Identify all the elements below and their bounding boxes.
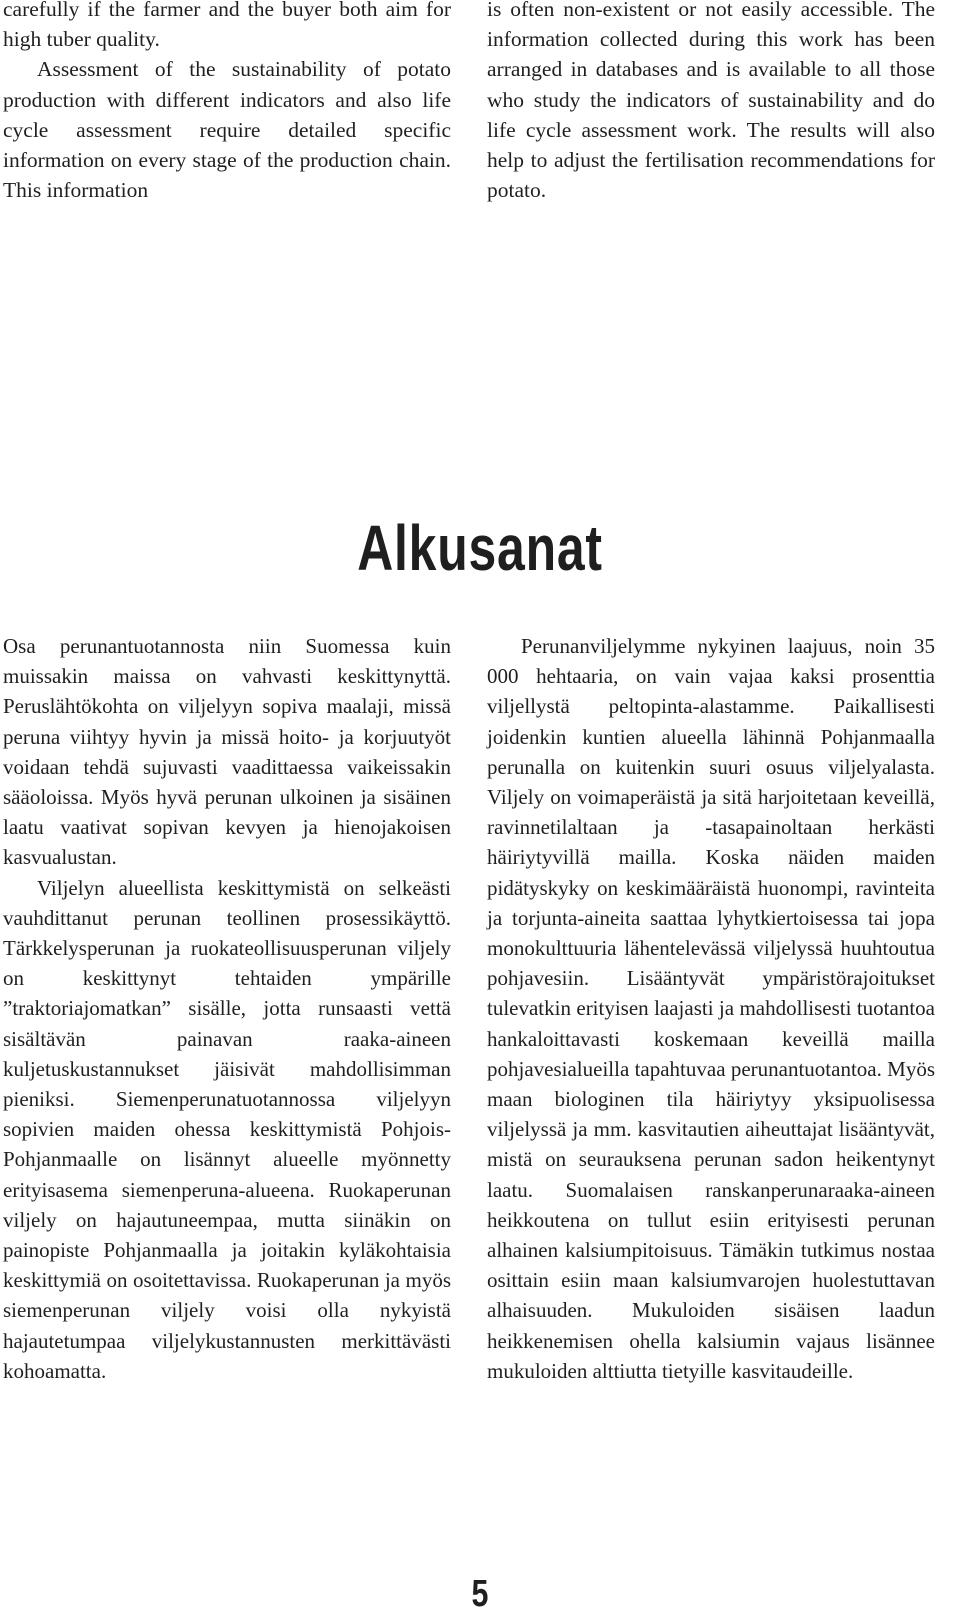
english-paragraph-3: is often non-existent or not easily accessible. The information collected during this work has been arranged in databases and is available to all those who study the indicators of sustainability and do life cycle assessment work. The results will also help to adjust the fertilisation recommendations for potato.: [487, 0, 935, 203]
english-text-column-left: [3, 0, 451, 205]
finnish-text-column-right: [487, 631, 935, 1386]
finnish-paragraph-3: Perunanviljelymme nykyinen laajuus, noin 35 000 hehtaaria, on vain vajaa kaksi prosenttia viljellystä peltopinta-alastamme. Paikallisesti joidenkin kuntien alueella lähinnä Pohjanmaalla perunalla on kuitenkin suuri osuus viljelyalasta. Viljely on voimaperäistä ja sitä harjoitetaan keveillä, ravinnetilaltaan ja -tasapainoltaan herkästi häiriytyvillä mailla. Koska näiden maiden pidätyskyky on keskimääräistä huonompi, ravinteita ja torjunta-aineita saattaa lyhytkiertoisessa tai jopa monokulttuuria lähentelevässä viljelyssä huuhtoutua pohjavesiin. Lisääntyvät ympäristörajoitukset tulevatkin erityisen laajasti ja mahdollisesti tuotantoa hankaloittavasti koskemaan keveillä mailla pohjavesialueilla tapahtuvaa perunantuotantoa. Myös maan biologinen tila häiriytyy yksipuolisessa viljelyssä ja mm. kasvitautien aiheuttajat lisääntyvät, mistä on seurauksena perunan sadon heikentynyt laatu. Suomalaisen ranskanperunaraaka-aineen heikkoutena on tullut esiin erityisesti perunan alhainen kalsiumpitoisuus. Tämäkin tutkimus nostaa osittain esiin maan kalsiumvarojen huolestuttavan alhaisuuden. Mukuloiden sisäisen laadun heikkenemisen ohella kalsiumin vajaus lisännee mukuloiden alttiutta tietyille kasvitaudeille.: [487, 634, 935, 1383]
english-paragraph-2: Assessment of the sustainability of potato production with different indicators and also life cycle assessment require detailed specific information on every stage of the production chain. This information: [3, 57, 451, 203]
finnish-paragraph-1: Osa perunantuotannosta niin Suomessa kuin muissakin maissa on vahvasti keskittynyttä. Peruslähtökohta on viljelyyn sopiva maalaji, missä peruna viihtyy hyvin ja missä hoito- ja korjuutyöt voidaan tehdä sujuvasti vaadittaessa vaikeissakin sääoloissa. Myös hyvä perunan ulkoinen ja sisäinen laatu vaativat sopivan kevyen ja hienojakoisen kasvualustan.: [3, 634, 451, 870]
finnish-paragraph-2: Viljelyn alueellista keskittymistä on selkeästi vauhdittanut perunan teollinen prosessikäyttö. Tärkkelysperunan ja ruokateollisuusperunan viljely on keskittynyt tehtaiden ympärille ”traktoriajomatkan” sisälle, jotta runsaasti vettä sisältävän painavan raaka-aineen kuljetuskustannukset jäisivät mahdollisimman pieniksi. Siemenperunatuotannossa viljelyyn sopivien maiden ohessa keskittymistä Pohjois-Pohjanmaalle on lisännyt alueelle myönnetty erityisasema siemenperuna-alueena. Ruokaperunan viljely on hajautuneempaa, mutta siinäkin on painopiste Pohjanmaalla ja joitakin kyläkohtaisia keskittymiä on osoitettavissa. Ruokaperunan ja myös siemenperunan viljely voisi olla nykyistä hajautetumpaa viljelykustannusten merkittävästi kohoamatta.: [3, 875, 451, 1383]
finnish-text-column-left: [3, 631, 451, 1386]
english-text-column-right: [487, 0, 935, 205]
page-number: 5: [471, 1573, 489, 1615]
section-heading: Alkusanat: [357, 512, 603, 584]
english-paragraph-1: carefully if the farmer and the buyer both aim for high tuber quality.: [3, 0, 451, 52]
